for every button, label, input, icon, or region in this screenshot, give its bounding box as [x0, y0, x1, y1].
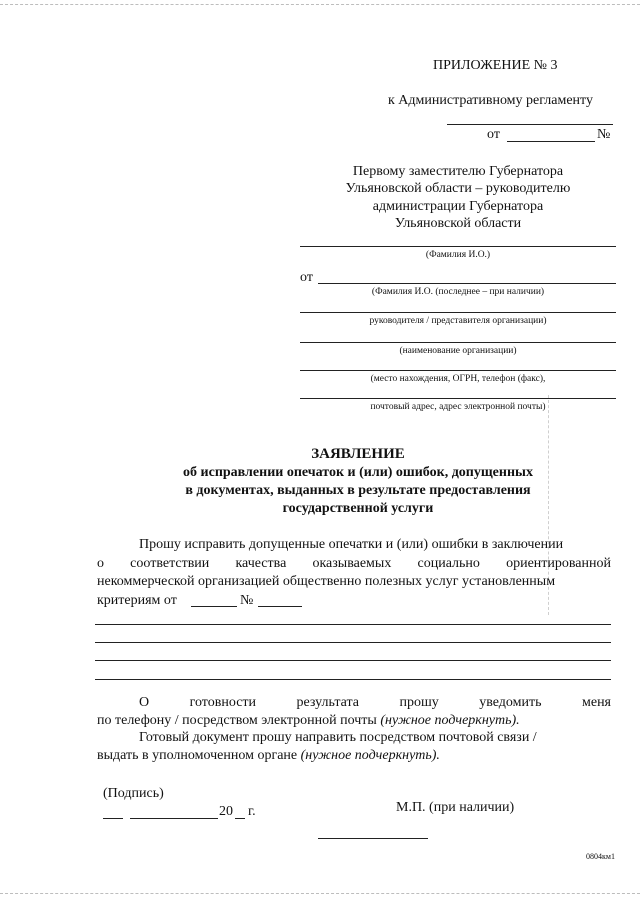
body-p1-line-4-b: № — [240, 593, 254, 608]
document-subtitle-2: в документах, выданных в результате предоставления — [185, 483, 531, 498]
blank-line-4 — [95, 679, 611, 680]
signature-day-line — [103, 818, 123, 819]
body-p3-line-2: выдать в уполномоченном органе (нужное подчеркнуть). — [97, 748, 440, 763]
body-p3-line-1: Готовый документ прошу направить посредством почтовой связи / — [139, 730, 537, 745]
label-no: № — [597, 127, 611, 142]
fio-head-caption: (Фамилия И.О. (последнее – при наличии) — [371, 287, 545, 297]
signature-label: (Подпись) — [103, 786, 164, 801]
fio-caption: (Фамилия И.О.) — [425, 250, 491, 260]
applicant-line-5 — [300, 398, 616, 399]
addressee-line-1: Первому заместителю Губернатора — [352, 164, 564, 179]
scan-edge-bottom — [0, 893, 640, 894]
signature-month-line — [130, 818, 218, 819]
blank-line-1 — [95, 624, 611, 625]
document-subtitle-1: об исправлении опечаток и (или) ошибок, допущенных — [183, 465, 533, 480]
fio-line — [300, 246, 616, 247]
scan-edge-top — [0, 4, 640, 5]
criteria-number-line — [258, 606, 302, 607]
blank-line-3 — [95, 660, 611, 661]
regulation-date-line — [447, 124, 613, 125]
criteria-date-line — [191, 606, 237, 607]
document-subtitle-3: государственной услуги — [282, 501, 434, 516]
bottom-line — [318, 838, 428, 839]
body-p2-line-2: по телефону / посредством электронной почты (нужное подчеркнуть). — [97, 713, 520, 728]
signature-year: 20 — [219, 804, 233, 819]
signature-year-line — [235, 818, 245, 819]
stamp-label: М.П. (при наличии) — [396, 800, 515, 815]
document-code: 0804км1 — [586, 852, 615, 861]
regulation-ot-line — [507, 141, 595, 142]
document-title: ЗАЯВЛЕНИЕ — [311, 446, 405, 462]
applicant-line-1 — [318, 283, 616, 284]
applicant-line-4 — [300, 370, 616, 371]
body-p1-line-1: Прошу исправить допущенные опечатки и (или) ошибки в заключении — [139, 537, 564, 552]
blank-line-2 — [95, 642, 611, 643]
applicant-line-2 — [300, 312, 616, 313]
label-ot: от — [487, 127, 500, 142]
annex-number: ПРИЛОЖЕНИЕ № 3 — [433, 58, 558, 73]
addressee-line-4: Ульяновской области — [394, 216, 522, 231]
address-caption: почтовый адрес, адрес электронной почты) — [370, 402, 546, 412]
addressee-line-2: Ульяновской области – руководителю — [345, 181, 571, 196]
body-p2-line-1: О готовности результата прошу уведомить меня — [139, 695, 611, 710]
location-caption: (место нахождения, ОГРН, телефон (факс), — [370, 374, 546, 384]
org-caption: (наименование организации) — [399, 346, 517, 356]
applicant-line-3 — [300, 342, 616, 343]
body-p1-line-3: некоммерческой организацией общественно полезных услуг установленным — [97, 574, 556, 589]
label-ot-applicant: от — [300, 270, 313, 285]
role-caption: руководителя / представителя организации) — [369, 316, 547, 326]
body-p1-line-2: о соответствии качества оказываемых социально ориентированной — [97, 556, 611, 571]
signature-year-suffix: г. — [248, 804, 256, 819]
body-p1-line-4-a: критериям от — [97, 593, 177, 608]
regulation-reference: к Административному регламенту — [388, 93, 593, 108]
addressee-line-3: администрации Губернатора — [372, 199, 544, 214]
